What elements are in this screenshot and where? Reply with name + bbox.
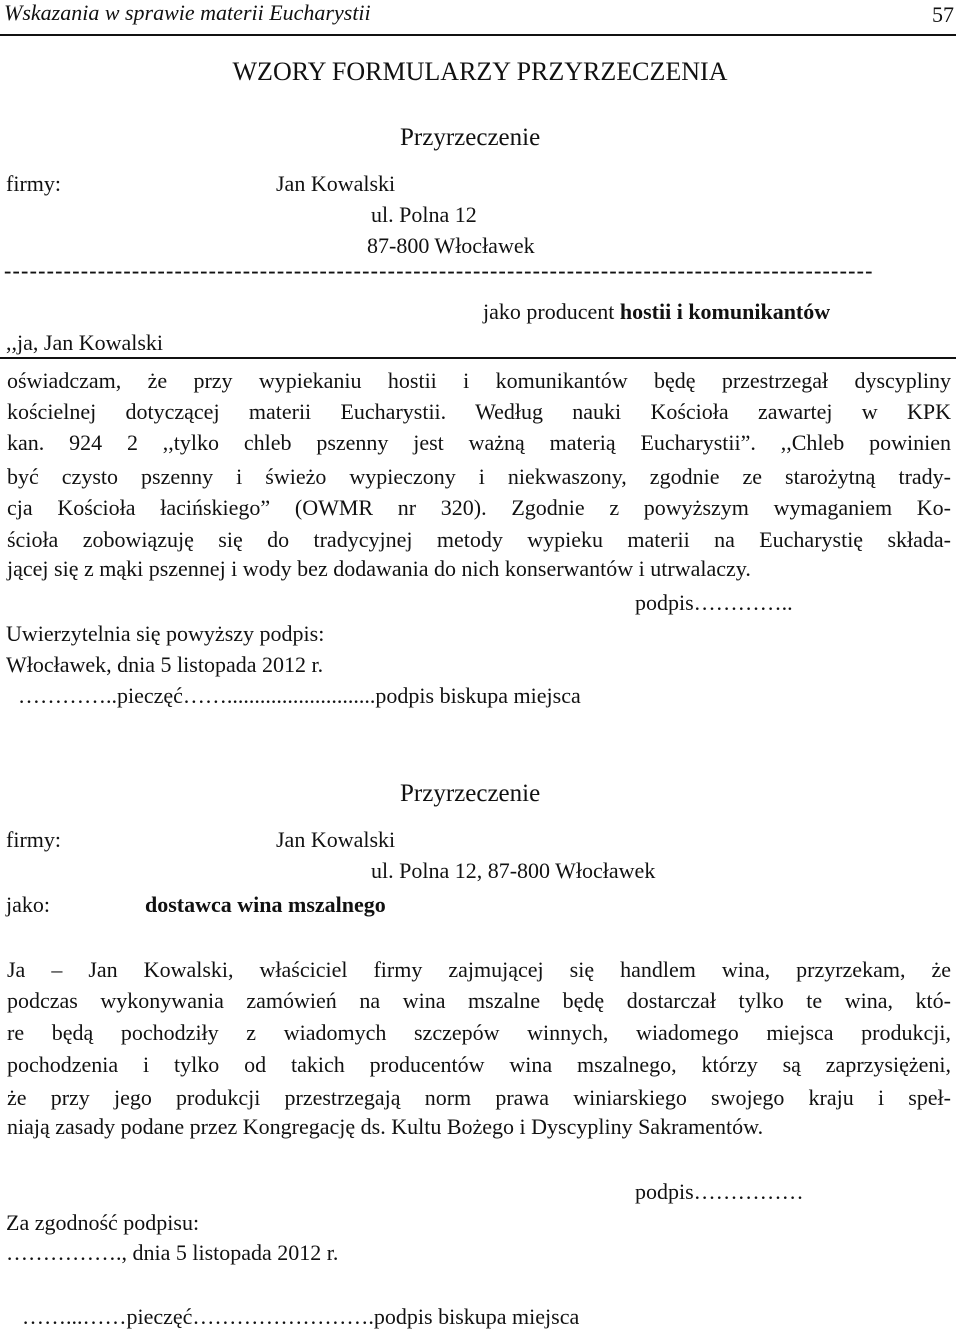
form-2-signature: podpis……………: [635, 1179, 804, 1204]
header-rule: [0, 34, 956, 36]
form-1-city: 87-800 Włocławek: [367, 233, 535, 258]
page-heading: WZORY FORMULARZY PRZYRZECZENIA: [232, 57, 728, 86]
form-2-body-line: Ja – Jan Kowalski, właściciel firmy zajmującej się handlem wina, przyrzekam, że: [7, 957, 951, 982]
form-1-body-line: jącej się z mąki pszennej i wody bez dodawania do nich konserwantów i utrwalaczy.: [7, 556, 751, 581]
form-1-firm-name: Jan Kowalski: [276, 171, 396, 196]
form-1-role-prefix: jako producent: [483, 299, 620, 324]
form-1-street: ul. Polna 12: [371, 202, 477, 227]
form-1-body-line: oświadczam, że przy wypiekaniu hostii i komunikantów będę przestrzegał dyscypliny: [7, 368, 951, 393]
form-2-body-line: re będą pochodziły z wiadomych szczepów winnych, wiadomego miejsca produkcji,: [7, 1020, 951, 1045]
running-header-title: Wskazania w sprawie materii Eucharystii: [4, 0, 371, 25]
form-2-body-line: pochodzenia i tylko od takich producentów wina mszalnego, którzy są zaprzysiężeni,: [7, 1052, 951, 1077]
form-2-seal-line: ……...……pieczęć…………………….podpis biskupa miejsca: [22, 1304, 580, 1329]
form-1-declarant: ,,ja, Jan Kowalski: [6, 330, 164, 355]
form-1-body-line: być czysto pszenny i świeżo wypieczony i niekwaszony, zgodnie ze starożytną trady-: [7, 464, 951, 489]
form-1-firm-label: firmy:: [6, 171, 61, 196]
form-2-certify: Za zgodność podpisu:: [6, 1210, 200, 1235]
form-2-title: Przyrzeczenie: [400, 780, 541, 807]
page-number: 57: [932, 2, 954, 27]
form-2-address: ul. Polna 12, 87-800 Włocławek: [371, 858, 656, 883]
form-1-role-product: hostii i komunikantów: [619, 299, 831, 324]
form-1-dash-separator: ------------------------------------------------------------------------------------------------------: [4, 258, 874, 283]
form-2-body-line: że przy jego produkcji przestrzegają norm prawa winiarskiego swojego kraju i speł-: [7, 1085, 951, 1110]
form-1-title: Przyrzeczenie: [400, 124, 541, 151]
form-1-body-line: ścioła zobowiązuję się do tradycyjnej metody wypieku materii na Eucharystię składa-: [7, 527, 951, 552]
form-1-role: [483, 299, 830, 325]
form-2-body-line: podczas wykonywania zamówień na wina mszalne będę dostarczał tylko te wina, któ-: [7, 988, 951, 1013]
form-1-body-line: kościelnej dotyczącej materii Eucharystii. Według nauki Kościoła zawartej w KPK: [7, 399, 951, 424]
form-2-body-line: niają zasady podane przez Kongregację ds. Kultu Bożego i Dyscypliny Sakramentów.: [7, 1114, 764, 1139]
form-1-certify: Uwierzytelnia się powyższy podpis:: [6, 621, 325, 646]
form-2-firm-name: Jan Kowalski: [276, 827, 396, 852]
form-2-place-date: ……………., dnia 5 listopada 2012 r.: [6, 1240, 339, 1265]
form-2-role: dostawca wina mszalnego: [145, 892, 386, 917]
form-1-seal-line: …………..pieczęć……...........................podpis biskupa miejsca: [18, 683, 581, 708]
form-1-rule: [0, 357, 956, 359]
form-1-body-line: kan. 924 2 ,,tylko chleb pszenny jest ważną materią Eucharystii”. ,,Chleb powinien: [7, 430, 951, 455]
form-1-place-date: Włocławek, dnia 5 listopada 2012 r.: [6, 652, 324, 677]
form-1-body-line: cja Kościoła łacińskiego” (OWMR nr 320). Zgodnie z powyższym wymaganiem Ko-: [7, 495, 951, 520]
form-1-signature: podpis…………..: [635, 590, 793, 615]
form-2-as-label: jako:: [6, 892, 50, 917]
form-2-firm-label: firmy:: [6, 827, 61, 852]
